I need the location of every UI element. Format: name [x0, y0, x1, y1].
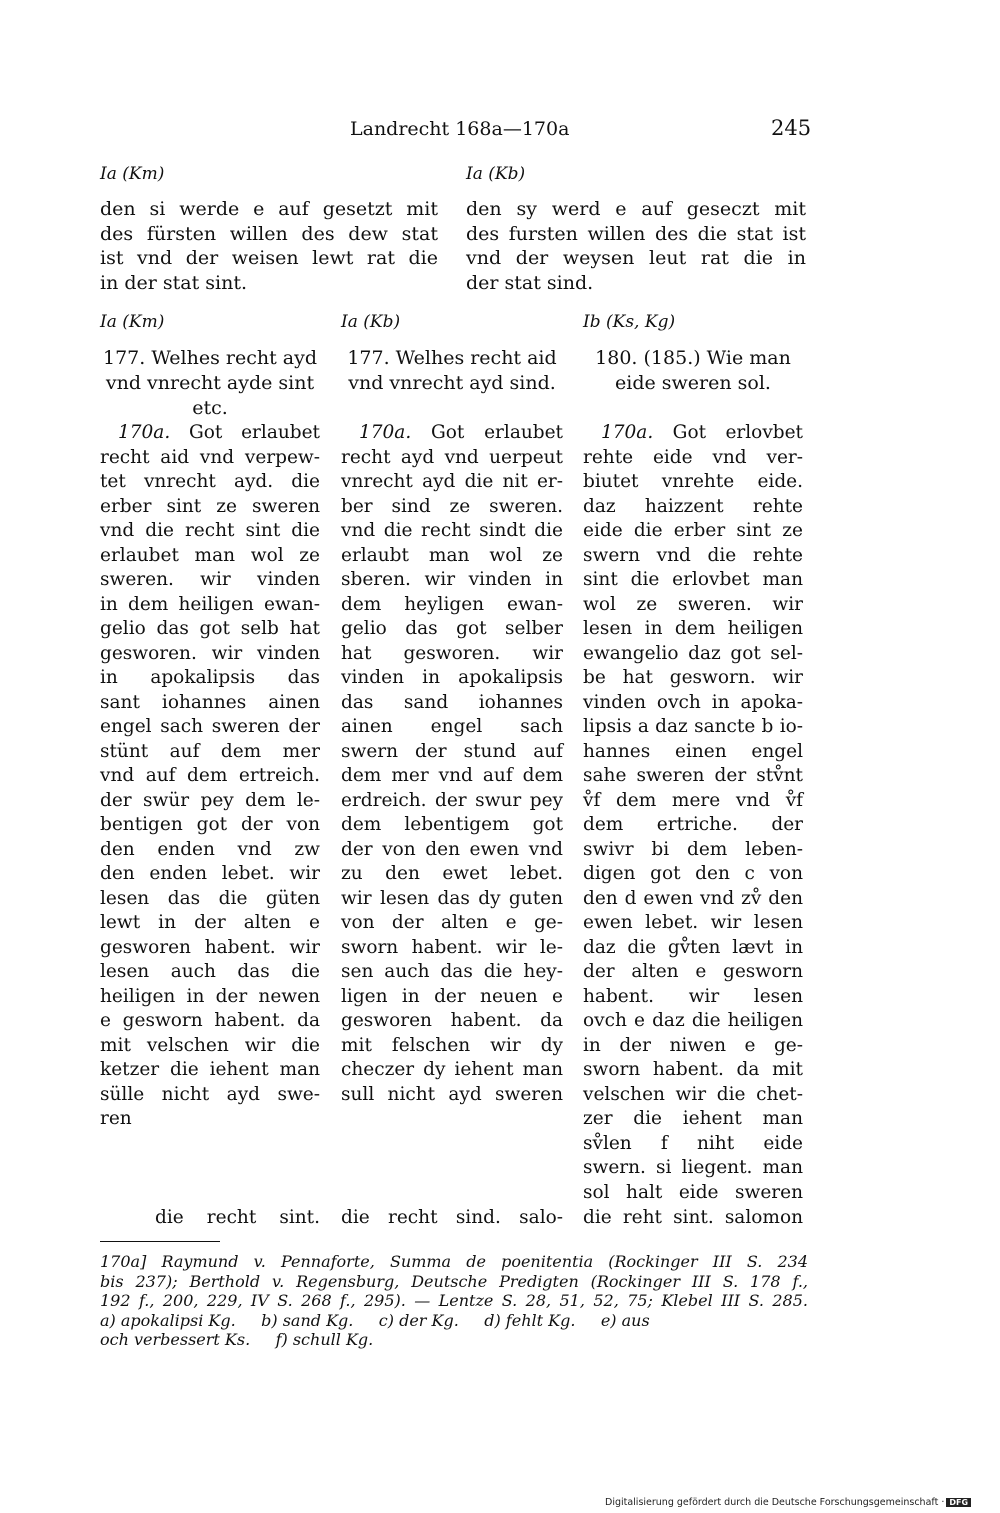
text-line: sberen. wir vinden in — [341, 569, 563, 590]
text-line: velschen wir die chet- — [583, 1083, 803, 1105]
text-line: dem mer vnd auf dem — [341, 765, 563, 786]
text-line: stünt auf dem mer — [100, 740, 320, 762]
column-km-continuation: die recht sint. — [155, 1207, 320, 1228]
text-line: ren — [100, 1108, 132, 1129]
dfg-logo: DFG — [946, 1498, 971, 1507]
text-line: in dem heiligen ewan- — [100, 593, 320, 615]
text-line: bentigen got der von — [100, 814, 320, 835]
column-kb — [341, 312, 563, 1107]
text-line: der swür pey dem le- — [100, 789, 320, 811]
text-line: rehte eide vnd ver- — [583, 446, 803, 468]
text-line: sülle nicht ayd swe- — [100, 1083, 320, 1105]
text-line: ewangelio daz got sel- — [583, 642, 803, 664]
text-line: digen got den c von — [583, 863, 803, 884]
text-line: habent. wir lesen — [583, 985, 803, 1007]
text-line: in der niwen e ge- — [583, 1034, 803, 1056]
footnote-rule — [100, 1241, 220, 1242]
text-line: der alten e gesworn — [583, 961, 803, 982]
text-line: be hat gesworn. wir — [583, 667, 803, 688]
text-line: gelio das got selb hat — [100, 618, 320, 639]
text-line: vinden in apokalipsis — [341, 667, 563, 688]
text-line: zer die iehent man — [583, 1108, 803, 1129]
text-line: vnrecht ayd die nit er- — [341, 471, 563, 492]
column-body — [583, 421, 803, 1205]
text-line: recht aid vnd verpew- — [100, 446, 320, 468]
text-line: 170a. Got erlaubet — [118, 422, 320, 443]
heading-line: 177. Welhes recht aid — [347, 347, 557, 369]
heading-line: 180. (185.) Wie man — [595, 347, 791, 369]
chapter-heading — [341, 346, 563, 396]
text-line: zu den ewet lebet. — [341, 863, 563, 884]
text-line: der von den ewen vnd — [341, 838, 563, 860]
text-line: ist vnd der weisen lewt rat die — [100, 247, 438, 269]
text-line: das sand iohannes — [341, 691, 563, 713]
column-ks-kg — [583, 312, 803, 1205]
text-line: swivr bi dem leben- — [583, 838, 803, 860]
text-line: eide die erber sint ze — [583, 520, 803, 541]
text-line: sant iohannes ainen — [100, 691, 320, 713]
footnote-line: 170a] Raymund v. Pennaforte, Summa de poenitentia (Rockinger III S. 234 — [100, 1252, 808, 1271]
column-siglum: Ib (Ks, Kg) — [583, 312, 676, 332]
text-line: erdreich. der swur pey — [341, 789, 563, 811]
text-line: den d ewen vnd zv̊ den — [583, 887, 803, 909]
text-line: swern der stund auf — [341, 740, 563, 762]
text-line: erlaubt man wol ze — [341, 544, 563, 566]
chapter-heading — [583, 346, 803, 396]
column-body — [341, 421, 563, 1107]
text-line: mit felschen wir dy — [341, 1034, 563, 1056]
text-line: dem lebentigem got — [341, 814, 563, 835]
text-line: vinden ovch in apoka- — [583, 691, 803, 713]
text-line: daz haizzent rehte — [583, 495, 803, 517]
text-line: ber sind ze sweren. — [341, 495, 563, 517]
text-line: mit velschen wir die — [100, 1034, 320, 1056]
column-body — [100, 421, 320, 1132]
heading-line: vnd vnrecht ayd sind. — [348, 372, 556, 394]
text-line: sweren. wir vinden — [100, 569, 320, 590]
text-line: ewen lebet. wir lesen — [583, 912, 803, 933]
text-line: daz die gv̊ten lævt in — [583, 936, 803, 958]
text-line: sworn habent. wir le- — [341, 936, 563, 958]
text-line: den enden lebet. wir — [100, 863, 320, 884]
running-header: Landrecht 168a—170a — [350, 118, 570, 140]
column-siglum: Ia (Kb) — [341, 312, 401, 332]
text-line: gesworen. wir vinden — [100, 642, 320, 664]
text-line: wol ze sweren. wir — [583, 593, 803, 615]
text-line: vnd die recht sindt die — [341, 520, 563, 541]
chapter-heading — [100, 346, 320, 421]
heading-line: vnd vnrecht ayde sint — [105, 372, 315, 394]
text-line: sahe sweren der stv̊nt — [583, 765, 803, 786]
text-line: e gesworn habent. da — [100, 1010, 320, 1031]
text-line: engel sach sweren der — [100, 716, 320, 737]
text-line: lesen das die güten — [100, 887, 320, 909]
footnotes — [100, 1252, 808, 1350]
text-line: dem ertriche. der — [583, 814, 803, 835]
text-line: lesen auch das die — [100, 961, 320, 982]
column-ks-kg-continuation: die reht sint. salomon — [583, 1207, 803, 1228]
column-siglum: Ia (Km) — [100, 312, 165, 332]
text-line: swern. si liegent. man — [583, 1157, 803, 1178]
text-line: sol halt eide sweren — [583, 1181, 803, 1203]
text-line: erlaubet man wol ze — [100, 544, 320, 566]
text-line: v̊f dem mere vnd v̊f — [583, 789, 803, 811]
text-line: sint die erlovbet man — [583, 569, 803, 590]
text-line: in apokalipsis das — [100, 667, 320, 688]
heading-line: 177. Welhes recht ayd — [102, 347, 318, 369]
top-left-siglum: Ia (Km) — [100, 164, 165, 184]
text-line: wir lesen das dy guten — [341, 887, 563, 909]
footnote-line: bis 237); Berthold v. Regensburg, Deutsche Predigten (Rockinger III S. 178 f., — [100, 1271, 808, 1291]
text-line: des fursten willen des die stat ist — [466, 222, 806, 245]
text-line: swern vnd die rehte — [583, 544, 803, 566]
text-line: ketzer die iehent man — [100, 1059, 320, 1080]
text-line: 170a. Got erlovbet — [601, 422, 803, 443]
text-line: gelio das got selber — [341, 618, 563, 639]
digitization-credit: Digitalisierung gefördert durch die Deutsche Forschungsgemeinschaft · DFG — [605, 1497, 971, 1508]
text-line: gesworen habent. wir — [100, 936, 320, 958]
text-line: von der alten e ge- — [341, 912, 563, 933]
text-line: den enden vnd zw — [100, 838, 320, 860]
top-left-text — [100, 197, 438, 295]
heading-line: etc. — [192, 397, 228, 419]
footnote-line: 192 f., 200, 229, IV S. 268 f., 295). — Lentze S. 28, 51, 52, 75; Klebel III S. 285. — [100, 1291, 808, 1310]
text-line: sv̊len f niht eide — [583, 1132, 803, 1154]
text-line: 170a. Got erlaubet — [359, 422, 563, 443]
text-line: sworn habent. da mit — [583, 1059, 803, 1080]
text-line: in der stat sint. — [100, 271, 248, 294]
text-line: erber sint ze sweren — [100, 495, 320, 517]
text-line: tet vnrecht ayd. die — [100, 471, 320, 492]
text-line: ainen engel sach — [341, 716, 563, 737]
text-line: des fürsten willen des dew stat — [100, 222, 438, 245]
text-line: lewt in der alten e — [100, 912, 320, 933]
text-line: ovch e daz die heiligen — [583, 1010, 803, 1031]
column-km — [100, 312, 320, 1132]
text-line: recht ayd vnd uerpeut — [341, 446, 563, 468]
page-number: 245 — [771, 116, 812, 140]
text-line: biutet vnrehte eide. — [583, 471, 803, 492]
text-line: vnd auf dem ertreich. — [100, 765, 320, 786]
text-line: der stat sind. — [466, 271, 594, 294]
footnote-line: a) apokalipsi Kg. b) sand Kg. c) der Kg. d) fehlt Kg. e) aus — [100, 1310, 650, 1330]
text-line: hannes einen engel — [583, 740, 803, 762]
text-line: checzer dy iehent man — [341, 1059, 563, 1080]
text-line: sen auch das die hey- — [341, 961, 563, 982]
text-line: gesworen habent. da — [341, 1010, 563, 1031]
top-right-text — [466, 197, 806, 295]
top-right-siglum: Ia (Kb) — [466, 164, 526, 184]
text-line: den sy werd e auf geseczt mit — [466, 198, 806, 220]
text-line: dem heyligen ewan- — [341, 593, 563, 615]
heading-line: eide sweren sol. — [615, 372, 771, 394]
footnote-line: och verbessert Ks. f) schull Kg. — [100, 1330, 374, 1349]
text-line: den si werde e auf gesetzt mit — [100, 198, 438, 220]
text-line: heiligen in der newen — [100, 985, 320, 1007]
text-line: sull nicht ayd sweren — [341, 1083, 563, 1105]
text-line: vnd die recht sint die — [100, 520, 320, 541]
text-line: ligen in der neuen e — [341, 985, 563, 1007]
text-line: lesen in dem heiligen — [583, 618, 803, 639]
text-line: vnd der weysen leut rat die in — [466, 247, 806, 269]
text-line: hat gesworen. wir — [341, 642, 563, 664]
column-kb-continuation: die recht sind. salo- — [341, 1207, 563, 1228]
text-line: lipsis a daz sancte b io- — [583, 716, 803, 737]
